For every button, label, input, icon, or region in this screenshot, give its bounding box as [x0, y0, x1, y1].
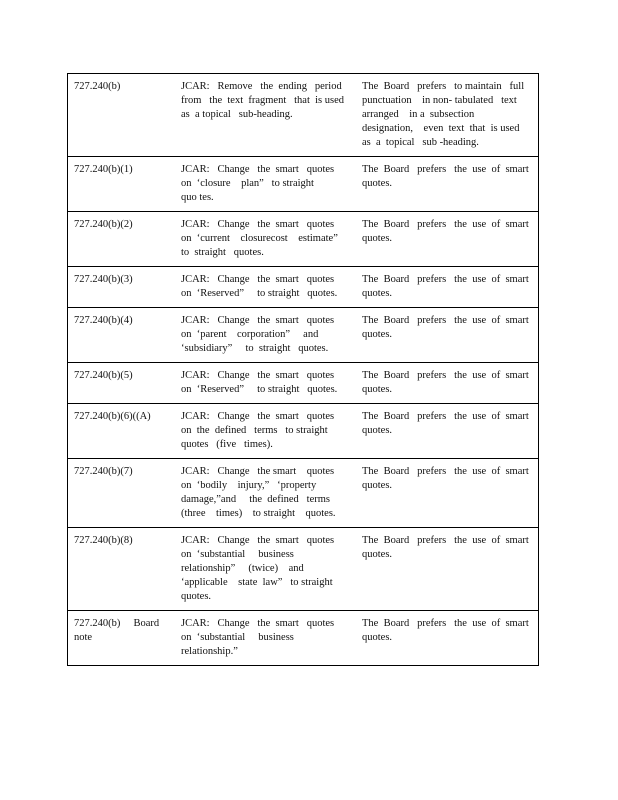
board-response-cell	[362, 410, 532, 452]
section-cell	[68, 534, 181, 604]
text-line: The Board prefers the use of smart	[362, 274, 529, 285]
jcar-comment-cell	[181, 218, 362, 260]
text-line: on ‘Reserved” to straight quotes.	[181, 288, 338, 299]
section-cell	[68, 617, 181, 659]
comments-table	[67, 73, 539, 666]
section-cell	[68, 163, 181, 205]
table-row	[68, 307, 538, 362]
jcar-comment-cell	[181, 314, 362, 356]
board-response-cell	[362, 273, 532, 301]
section-cell	[68, 273, 181, 301]
text-line: relationship.”	[181, 646, 238, 657]
text-line: quotes.	[362, 329, 393, 340]
text-line: as a topical sub -heading.	[362, 137, 479, 148]
text-line: to straight quotes.	[181, 247, 264, 258]
text-line: The Board prefers the use of smart	[362, 535, 529, 546]
section-cell	[68, 218, 181, 260]
board-response-cell	[362, 534, 532, 604]
text-line: quotes.	[362, 632, 393, 643]
board-response-cell	[362, 465, 532, 521]
text-line: (three times) to straight quotes.	[181, 508, 336, 519]
text-line: note	[74, 632, 93, 643]
section-cell	[68, 80, 181, 150]
jcar-comment-cell	[181, 410, 362, 452]
text-line: JCAR: Change the smart quotes	[181, 370, 335, 381]
text-line: designation, even text that is used	[362, 123, 520, 134]
board-response-cell	[362, 80, 532, 150]
text-line: quotes.	[362, 549, 393, 560]
board-response-cell	[362, 369, 532, 397]
text-line: quotes.	[362, 384, 393, 395]
text-line: The Board prefers the use of smart	[362, 315, 529, 326]
jcar-comment-cell	[181, 465, 362, 521]
text-line: JCAR: Change the smart quotes	[181, 219, 335, 230]
section-cell	[68, 465, 181, 521]
text-line: 727.240(b)(5)	[74, 370, 133, 381]
text-line: on ‘closure plan” to straight	[181, 178, 314, 189]
text-line: 727.240(b)(3)	[74, 274, 133, 285]
text-line: 727.240(b)(7)	[74, 466, 133, 477]
text-line: The Board prefers the use of smart	[362, 219, 529, 230]
text-line: JCAR: Change the smart quotes	[181, 274, 335, 285]
text-line: on ‘Reserved” to straight quotes.	[181, 384, 338, 395]
text-line: The Board prefers to maintain full	[362, 81, 525, 92]
text-line: quotes.	[362, 178, 393, 189]
text-line: quotes.	[362, 480, 393, 491]
text-line: JCAR: Change the smart quotes	[181, 535, 335, 546]
table-row	[68, 362, 538, 403]
section-cell	[68, 369, 181, 397]
jcar-comment-cell	[181, 369, 362, 397]
text-line: quotes.	[362, 425, 393, 436]
text-line: from the text fragment that is used	[181, 95, 345, 106]
jcar-comment-cell	[181, 617, 362, 659]
jcar-comment-cell	[181, 80, 362, 150]
jcar-comment-cell	[181, 534, 362, 604]
table-row	[68, 211, 538, 266]
text-line: The Board prefers the use of smart	[362, 370, 529, 381]
text-line: on ‘substantial business	[181, 632, 294, 643]
table-row	[68, 458, 538, 527]
text-line: The Board prefers the use of smart	[362, 466, 529, 477]
board-response-cell	[362, 314, 532, 356]
jcar-comment-cell	[181, 273, 362, 301]
text-line: on ‘substantial business	[181, 549, 294, 560]
text-line: The Board prefers the use of smart	[362, 164, 529, 175]
text-line: on ‘current closurecost estimate”	[181, 233, 338, 244]
text-line: JCAR: Change the smart quotes	[181, 164, 335, 175]
text-line: on ‘parent corporation” and	[181, 329, 319, 340]
table-row	[68, 610, 538, 665]
text-line: on ‘bodily injury,” ‘property	[181, 480, 317, 491]
text-line: 727.240(b)(8)	[74, 535, 133, 546]
text-line: relationship” (twice) and	[181, 563, 304, 574]
text-line: 727.240(b)	[74, 81, 121, 92]
table-row	[68, 266, 538, 307]
text-line: 727.240(b)(2)	[74, 219, 133, 230]
table-row	[68, 74, 538, 156]
text-line: arranged in a subsection	[362, 109, 475, 120]
text-line: 727.240(b)(1)	[74, 164, 133, 175]
board-response-cell	[362, 617, 532, 659]
text-line: punctuation in non- tabulated text	[362, 95, 517, 106]
text-line: on the defined terms to straight	[181, 425, 328, 436]
text-line: quotes (five times).	[181, 439, 273, 450]
table-row	[68, 156, 538, 211]
text-line: ‘subsidiary” to straight quotes.	[181, 343, 329, 354]
text-line: as a topical sub-heading.	[181, 109, 293, 120]
text-line: The Board prefers the use of smart	[362, 411, 529, 422]
text-line: 727.240(b)(4)	[74, 315, 133, 326]
section-cell	[68, 314, 181, 356]
jcar-comment-cell	[181, 163, 362, 205]
text-line: JCAR: Remove the ending period	[181, 81, 342, 92]
text-line: quotes.	[362, 233, 393, 244]
text-line: ‘applicable state law” to straight	[181, 577, 333, 588]
text-line: 727.240(b)(6)((A)	[74, 411, 151, 422]
text-line: quo tes.	[181, 192, 214, 203]
table-row	[68, 527, 538, 610]
text-line: quotes.	[362, 288, 393, 299]
text-line: JCAR: Change the smart quotes	[181, 315, 335, 326]
text-line: quotes.	[181, 591, 212, 602]
text-line: The Board prefers the use of smart	[362, 618, 529, 629]
text-line: JCAR: Change the smart quotes	[181, 466, 335, 477]
board-response-cell	[362, 218, 532, 260]
section-cell	[68, 410, 181, 452]
text-line: JCAR: Change the smart quotes	[181, 411, 335, 422]
text-line: JCAR: Change the smart quotes	[181, 618, 335, 629]
text-line: 727.240(b) Board	[74, 618, 160, 629]
table-row	[68, 403, 538, 458]
board-response-cell	[362, 163, 532, 205]
text-line: damage,”and the defined terms	[181, 494, 330, 505]
